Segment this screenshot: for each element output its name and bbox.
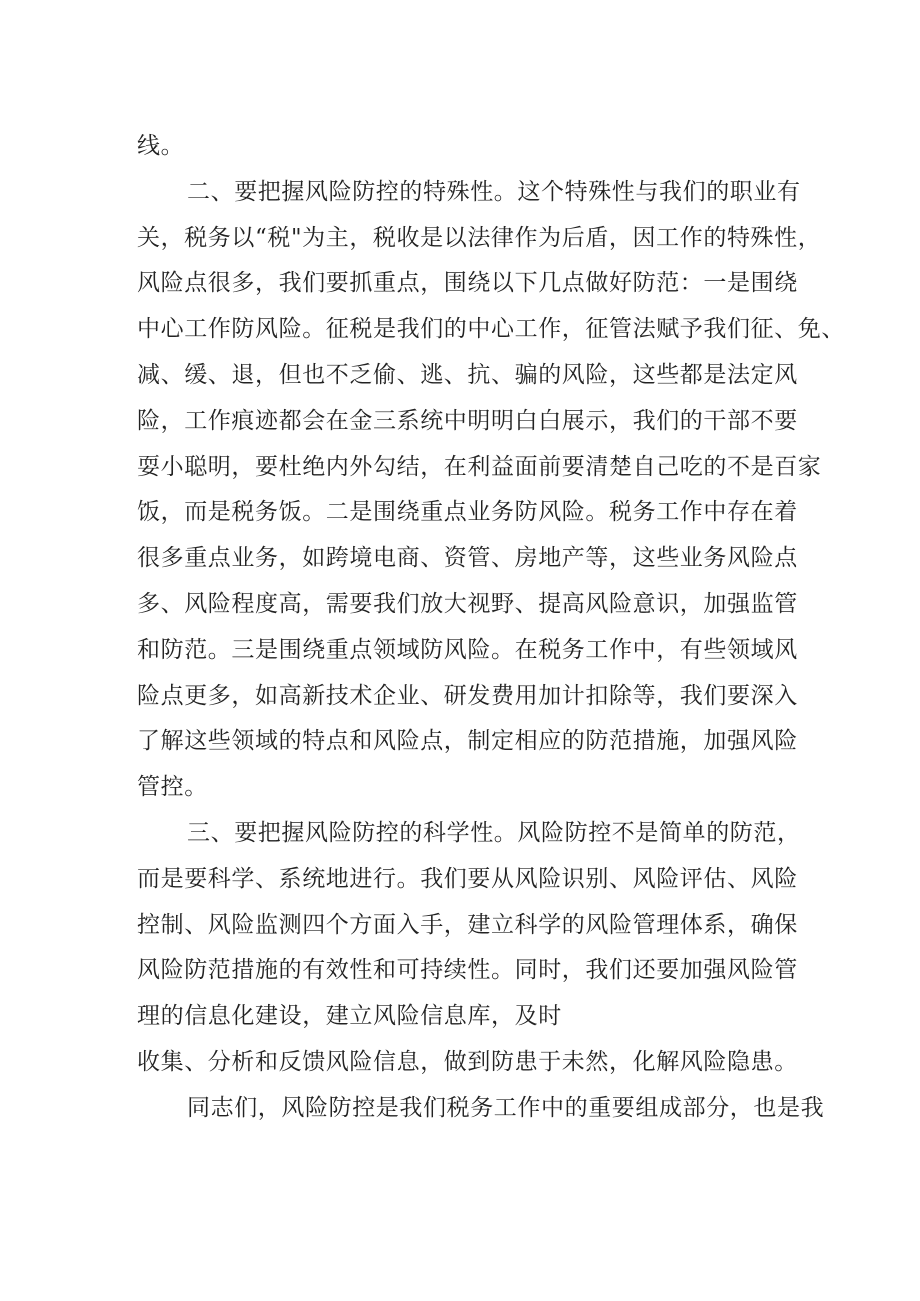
text-line: 饭，而是税务饭。二是围绕重点业务防风险。税务工作中存在着 — [137, 499, 798, 526]
text-line: 管控。 — [137, 774, 208, 801]
text-line: 减、缓、退，但也不乏偷、逃、抗、骗的风险，这些都是法定风 — [137, 361, 798, 388]
text-line: 理的信息化建设，建立风险信息库，及时 — [137, 1003, 562, 1030]
text-line: 而是要科学、系统地进行。我们要从风险识别、风险评估、风险 — [137, 865, 798, 892]
text-line: 了解这些领域的特点和风险点，制定相应的防范措施，加强风险 — [137, 728, 798, 755]
text-line: 三、要把握风险防控的科学性。风险防控不是简单的防范， — [187, 819, 801, 846]
text-line: 风险点很多，我们要抓重点，围绕以下几点做好防范：一是围绕 — [137, 270, 798, 297]
text-line: 很多重点业务，如跨境电商、资管、房地产等，这些业务风险点 — [137, 545, 798, 572]
text-line: 收集、分析和反馈风险信息，做到防患于未然，化解风险隐患。 — [137, 1048, 798, 1075]
text-line: 风险防范措施的有效性和可持续性。同时，我们还要加强风险管 — [137, 957, 798, 984]
text-line: 控制、风险监测四个方面入手，建立科学的风险管理体系，确保 — [137, 911, 798, 938]
text-line: 二、要把握风险防控的特殊性。这个特殊性与我们的职业有 — [187, 178, 801, 205]
body-text — [137, 124, 845, 1132]
text-line: 险点更多，如高新技术企业、研发费用加计扣除等，我们要深入 — [137, 682, 798, 709]
text-line: 关，税务以“税"为主，税收是以法律作为后盾，因工作的特殊性， — [137, 224, 822, 251]
text-line: 耍小聪明，要杜绝内外勾结，在利益面前要清楚自己吃的不是百家 — [137, 453, 822, 480]
text-line: 线。 — [137, 133, 185, 159]
text-line: 和防范。三是围绕重点领域防风险。在税务工作中，有些领域风 — [137, 636, 798, 663]
text-line: 多、风险程度高，需要我们放大视野、提高风险意识，加强监管 — [137, 590, 798, 617]
text-line: 同志们，风险防控是我们税务工作中的重要组成部分，也是我 — [187, 1094, 825, 1121]
text-line: 险，工作痕迹都会在金三系统中明明白白展示，我们的干部不要 — [137, 407, 798, 434]
text-line: 中心工作防风险。征税是我们的中心工作，征管法赋予我们征、免、 — [137, 316, 845, 343]
